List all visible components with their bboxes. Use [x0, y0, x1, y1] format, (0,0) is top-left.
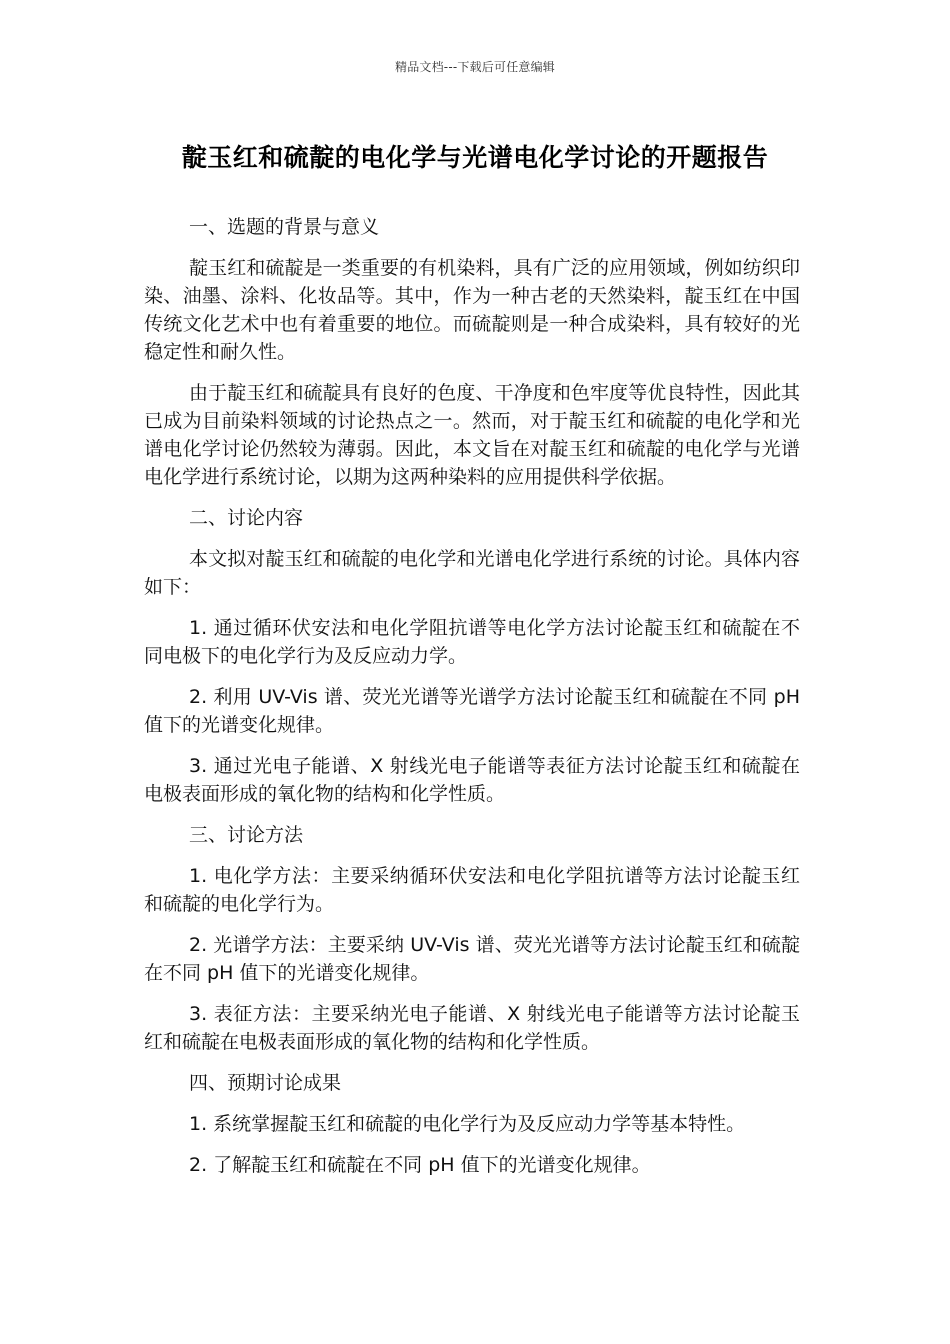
document-title: 靛玉红和硫靛的电化学与光谱电化学讨论的开题报告: [181, 143, 769, 172]
list-item-content-3: 3. 通过光电子能谱、X 射线光电子能谱等表征方法讨论靛玉红和硫靛在电极表面形成的氧化物的结构和化学性质。: [144, 755, 800, 805]
list-item-method-3: 3. 表征方法：主要采纳光电子能谱、X 射线光电子能谱等方法讨论靛玉红和硫靛在电极表面形成的氧化物的结构和化学性质。: [144, 1003, 800, 1053]
document-body: [144, 213, 800, 1192]
section-heading-methods: 三、讨论方法: [189, 824, 304, 846]
section-heading-content: 二、讨论内容: [189, 507, 304, 529]
list-item-method-1: 1. 电化学方法：主要采纳循环伏安法和电化学阻抗谱等方法讨论靛玉红和硫靛的电化学行为。: [144, 865, 800, 915]
paragraph-background-1: 靛玉红和硫靛是一类重要的有机染料，具有广泛的应用领域，例如纺织印染、油墨、涂料、化妆品等。其中，作为一种古老的天然染料，靛玉红在中国传统文化艺术中也有着重要的地位。而硫靛则是一种合成染料，具有较好的光稳定性和耐久性。: [144, 257, 800, 363]
list-item-outcome-2: 2. 了解靛玉红和硫靛在不同 pH 值下的光谱变化规律。: [189, 1154, 651, 1176]
section-heading-outcomes: 四、预期讨论成果: [189, 1072, 342, 1094]
list-item-content-2: 2. 利用 UV-Vis 谱、荧光光谱等光谱学方法讨论靛玉红和硫靛在不同 pH 值下的光谱变化规律。: [144, 686, 800, 736]
list-item-outcome-1: 1. 系统掌握靛玉红和硫靛的电化学行为及反应动力学等基本特性。: [189, 1113, 746, 1135]
list-item-content-1: 1. 通过循环伏安法和电化学阻抗谱等电化学方法讨论靛玉红和硫靛在不同电极下的电化学行为及反应动力学。: [144, 617, 800, 667]
paragraph-content-intro: 本文拟对靛玉红和硫靛的电化学和光谱电化学进行系统的讨论。具体内容如下：: [144, 548, 800, 598]
header-note: 精品文档---下载后可任意编辑: [395, 60, 555, 74]
list-item-method-2: 2. 光谱学方法：主要采纳 UV-Vis 谱、荧光光谱等方法讨论靛玉红和硫靛在不同 pH 值下的光谱变化规律。: [144, 934, 800, 984]
paragraph-background-2: 由于靛玉红和硫靛具有良好的色度、干净度和色牢度等优良特性，因此其已成为目前染料领域的讨论热点之一。然而，对于靛玉红和硫靛的电化学和光谱电化学讨论仍然较为薄弱。因此，本文旨在对靛玉红和硫靛的电化学与光谱电化学进行系统讨论，以期为这两种染料的应用提供科学依据。: [144, 382, 800, 488]
section-heading-background: 一、选题的背景与意义: [189, 216, 380, 238]
